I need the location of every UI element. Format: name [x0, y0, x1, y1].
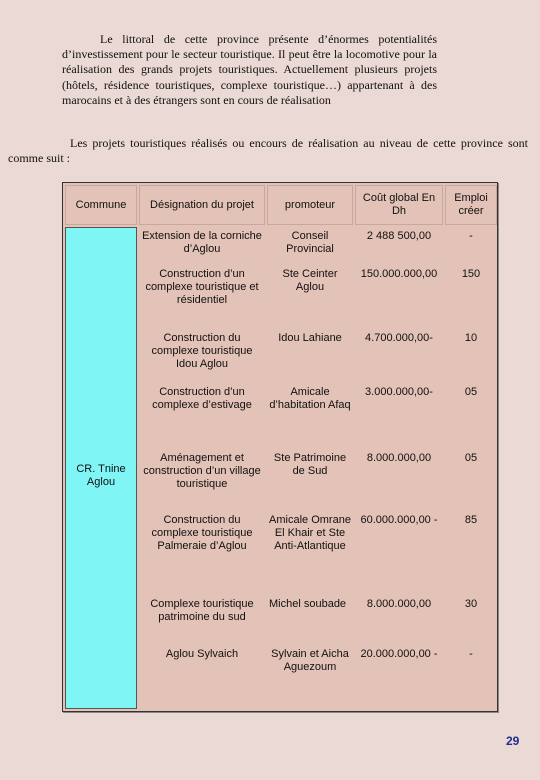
emploi-cell: 150 [461, 268, 481, 280]
header-designation: Désignation du projet [139, 185, 265, 225]
cout-cell: 150.000.000,00 [360, 268, 438, 280]
cout-cell: 20.000.000,00 - [360, 648, 438, 660]
emploi-cell: 10 [464, 332, 478, 344]
promoteur-cell: Ste Ceinter Aglou [282, 268, 338, 293]
intro-paragraph: Le littoral de cette province présente d’énormes potentialités d’investissement pour le secteur touristique. Il peut être la locomotive pour la réalisation des grands projets touristiques. Actuellement plusieurs projets (hôtels, résidence touristiques, complexe touristique…) appartenant à des marocains et à des étrangers sont en cours de réalisation [62, 32, 437, 107]
promoteur-cell: Amicale Omrane El Khair et Ste Anti-Atlantique [269, 514, 351, 552]
lead-paragraph: Les projets touristiques réalisés ou encours de réalisation au niveau de cette province sont comme suit : [8, 136, 528, 166]
emploi-cell: 85 [464, 514, 478, 526]
emploi-cell: - [469, 230, 473, 242]
promoteur-cell: Ste Patrimoine de Sud [273, 452, 347, 477]
emploi-cell: 05 [464, 452, 478, 464]
cout-cell: 4.700.000,00- [365, 332, 433, 344]
cout-cell: 2 488 500,00 [366, 230, 432, 242]
emploi-cell: 05 [464, 386, 478, 398]
designation-cell: Construction du complexe touristique Palmeraie d’Aglou [151, 514, 253, 552]
designation-cell: Aménagement et construction d’un village touristique [143, 452, 261, 490]
designation-cell: Construction d’un complexe d’estivage [152, 386, 252, 411]
promoteur-cell: Idou Lahiane [278, 332, 342, 344]
header-cout: Coût global En Dh [355, 185, 443, 225]
header-promoteur: promoteur [267, 185, 353, 225]
header-emploi: Emploi créer [445, 185, 497, 225]
cout-cell: 60.000.000,00 - [360, 514, 438, 526]
promoteur-cell: Michel soubade [269, 598, 347, 610]
designation-cell: Construction du complexe touristique Idou Aglou [151, 332, 253, 370]
emploi-cell: 30 [464, 598, 478, 610]
emploi-cell: - [469, 648, 473, 660]
designation-cell: Extension de la corniche d’Aglou [142, 230, 262, 255]
commune-name: CR. Tnine Aglou [76, 463, 126, 488]
designation-cell: Construction d’un complexe touristique et résidentiel [145, 268, 259, 306]
cout-cell: 8.000.000,00 [366, 598, 432, 610]
projects-table [62, 182, 498, 712]
designation-cell: Aglou Sylvaich [165, 648, 239, 660]
cout-cell: 8.000.000,00 [366, 452, 432, 464]
promoteur-cell: Sylvain et Aicha Aguezoum [271, 648, 349, 673]
promoteur-cell: Conseil Provincial [286, 230, 334, 255]
table-header-row [65, 185, 497, 225]
designation-cell: Complexe touristique patrimoine du sud [150, 598, 254, 623]
promoteur-cell: Amicale d’habitation Afaq [269, 386, 351, 411]
cout-cell: 3.000.000,00- [365, 386, 433, 398]
header-commune: Commune [65, 185, 137, 225]
commune-cell [65, 227, 137, 709]
table-row [65, 227, 497, 263]
page-number: 29 [506, 734, 520, 748]
